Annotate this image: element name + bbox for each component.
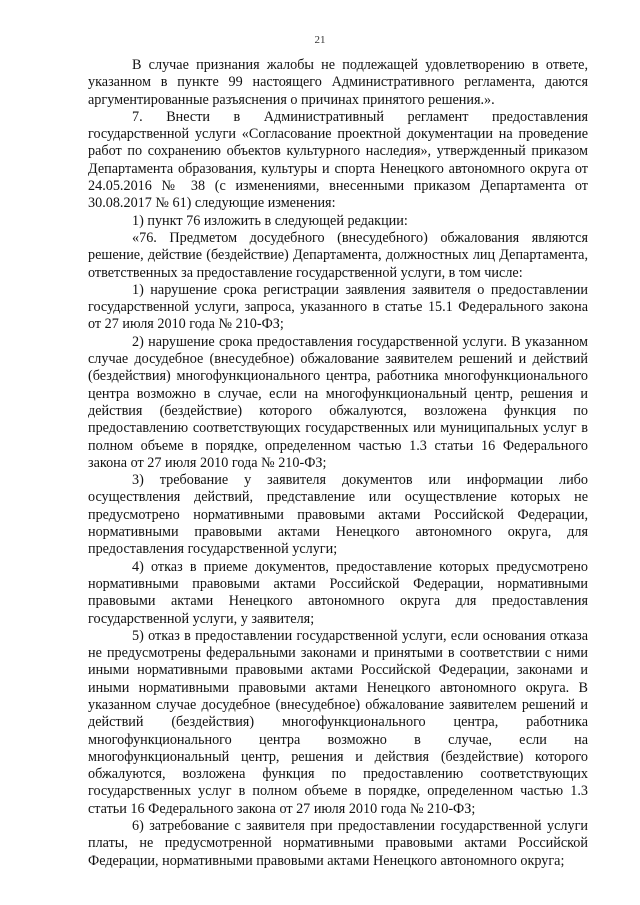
page-number: 21 [314,34,326,46]
list-item-5: 5) отказ в предоставлении государственной услуги, если основания отказа не предусмотрены федеральными законами и принятыми в соответствии с ними иными нормативными правовыми актами Российской Федерации, законами и иными нормативными правовыми актами Ненецкого автономного округа. В указанном случае досудебное (внесудебное) обжалование заявителем решений и действий (бездействия) многофункционального центра, работника многофункционального центра возможно в случае, если на многофункциональный центр, решения и действия (бездействие) которого обжалуются, возложена функция по предоставлению соответствующих государственных услуг в полном объеме в порядке, определенном частью 1.3 статьи 16 Федерального закона от 27 июля 2010 года № 210-ФЗ; [88,627,588,817]
list-item-2: 2) нарушение срока предоставления государственной услуги. В указанном случае досудебное (внесудебное) обжалование заявителем решений и действий (бездействия) многофункционального центра, работника многофункционального центра возможно в случае, если на многофункциональный центр, решения и действия (бездействие) которого обжалуются, возложена функция по предоставлению соответствующих государственных или муниципальных услуг в полном объеме в порядке, определенном частью 1.3 статьи 16 Федерального закона от 27 июля 2010 года № 210-ФЗ; [88,333,588,471]
list-item-1: 1) нарушение срока регистрации заявления заявителя о предоставлении государственной услуги, запроса, указанного в статье 15.1 Федерального закона от 27 июля 2010 года № 210-ФЗ; [88,281,588,333]
document-body [88,57,588,870]
list-item-3: 3) требование у заявителя документов или информации либо осуществления действий, представление или осуществление которых не предусмотрено нормативными правовыми актами Российской Федерации, нормативными правовыми актами Ненецкого автономного округа, для предоставления государственной услуги; [88,472,588,558]
paragraph-complaint-rejection: В случае признания жалобы не подлежащей удовлетворению в ответе, указанном в пункте 99 настоящего Административного регламента, даются аргументированные разъяснения о причинах принятого решения.». [88,57,588,108]
list-item-6: 6) затребование с заявителя при предоставлении государственной услуги платы, не предусмотренной нормативными правовыми актами Российской Федерации, нормативными правовыми актами Ненецкого автономного округа; [88,818,588,869]
paragraph-subitem-1: 1) пункт 76 изложить в следующей редакции: [132,212,408,229]
paragraph-item-7: 7. Внести в Административный регламент предоставления государственной услуги «Согласование проектной документации на проведение работ по сохранению объектов культурного наследия», утвержденный приказом Департамента образования, культуры и спорта Ненецкого автономного округа от 24.05.2016 № 38 (с изменениями, внесенными приказом Департамента от 30.08.2017 № 61) следующие изменения: [88,108,588,212]
paragraph-clause-76: «76. Предметом досудебного (внесудебного) обжалования являются решение, действие (бездействие) Департамента, должностных лиц Департамента, ответственных за предоставление государственной услуги, в том числе: [88,229,588,281]
list-item-4: 4) отказ в приеме документов, предоставление которых предусмотрено нормативными правовыми актами Российской Федерации, нормативными правовыми актами Ненецкого автономного округа для предоставления государственной услуги, у заявителя; [88,558,588,627]
